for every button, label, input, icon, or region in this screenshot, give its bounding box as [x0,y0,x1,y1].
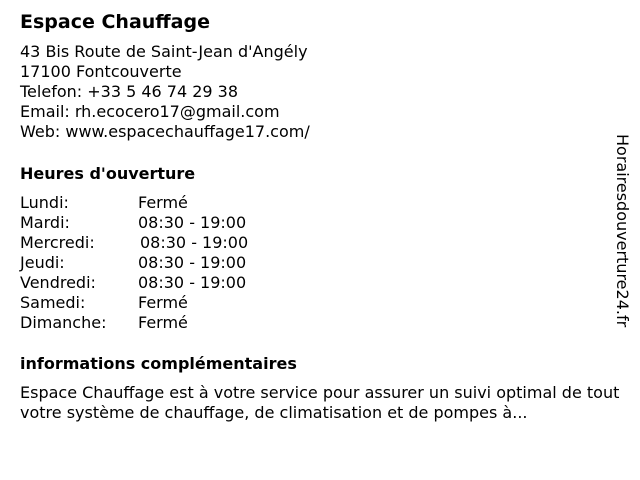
hours-day: Lundi: [20,193,69,212]
hours-day: Samedi: [20,293,86,312]
hours-time: 08:30 - 19:00 [138,273,247,292]
hours-row [20,313,248,333]
hours-day: Mardi: [20,213,70,232]
phone-line: Telefon: +33 5 46 74 29 38 [20,82,239,101]
hours-time: Fermé [138,313,188,332]
hours-time: Fermé [138,293,188,312]
additional-info-title: informations complémentaires [20,354,297,373]
hours-time: 08:30 - 19:00 [138,213,247,232]
hours-row [20,193,248,213]
hours-day: Jeudi: [20,253,65,272]
hours-day: Vendredi: [20,273,96,292]
business-info-card [20,10,620,422]
contact-details [20,42,620,142]
hours-row [20,213,248,233]
hours-row [20,233,248,253]
hours-day: Dimanche: [20,313,107,332]
opening-hours-table [20,193,248,333]
site-watermark: Horairesdouverture24.fr [613,134,632,328]
hours-day: Mercredi: [20,233,95,252]
hours-row [20,253,248,273]
hours-time: 08:30 - 19:00 [140,233,249,252]
hours-row [20,273,248,293]
hours-row [20,293,248,313]
address-street: 43 Bis Route de Saint-Jean d'Angély [20,42,308,61]
web-line: Web: www.espacechauffage17.com/ [20,122,310,141]
additional-info-text: Espace Chauffage est à votre service pour assurer un suivi optimal de tout votre système de chauffage, de climatisation et de pompes à... [20,383,620,422]
hours-time: Fermé [138,193,188,212]
email-line: Email: rh.ecocero17@gmail.com [20,102,280,121]
opening-hours-title: Heures d'ouverture [20,164,196,183]
address-city: 17100 Fontcouverte [20,62,182,81]
business-name: Espace Chauffage [20,11,210,33]
hours-time: 08:30 - 19:00 [138,253,247,272]
